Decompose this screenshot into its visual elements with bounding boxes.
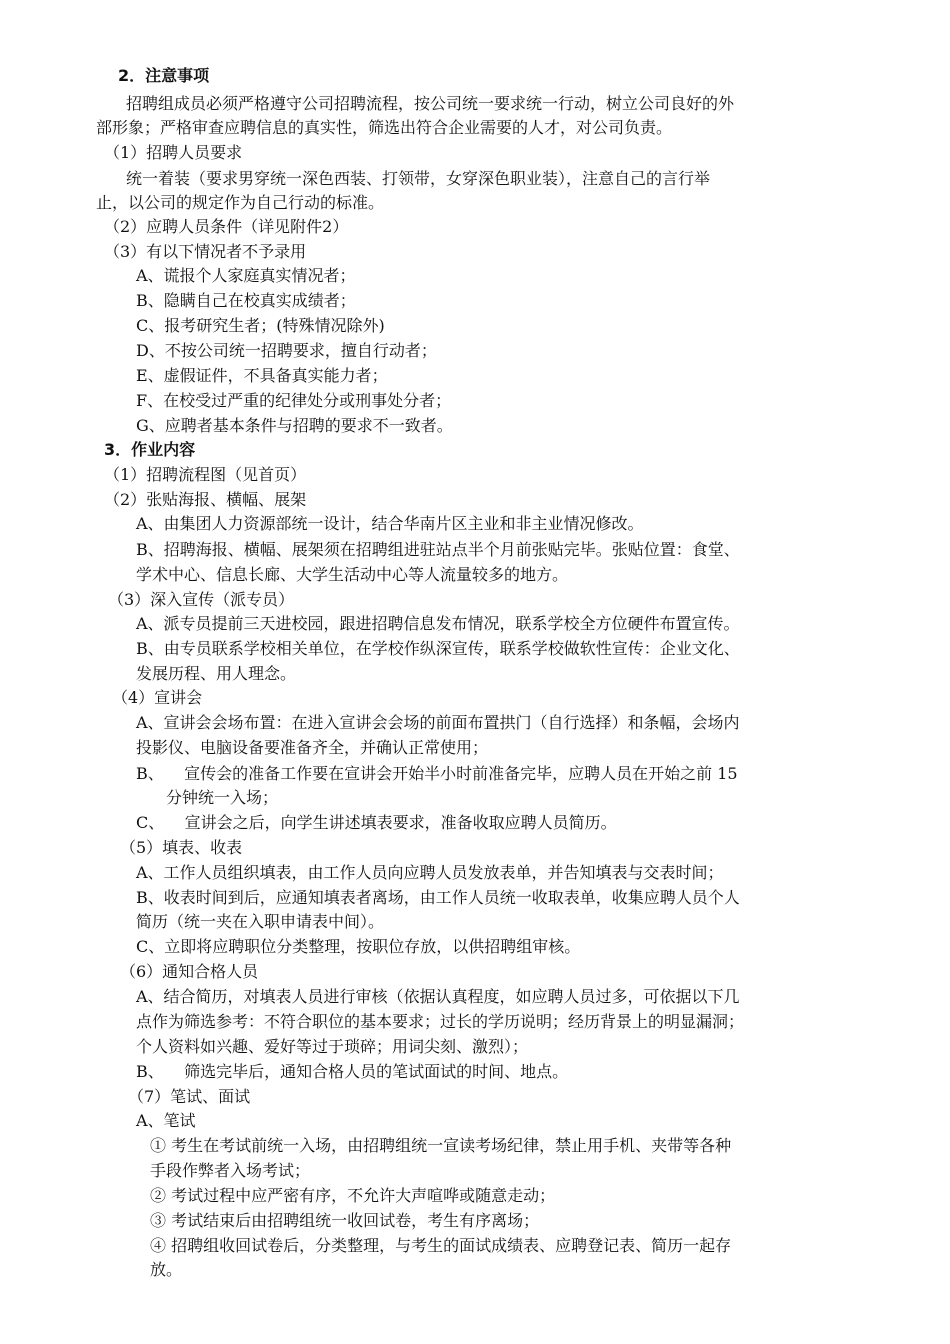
subheading: （7）笔试、面试 <box>128 1087 251 1106</box>
subheading: （3）深入宣传（派专员） <box>108 590 295 609</box>
list-item: B、隐瞒自己在校真实成绩者； <box>136 291 356 310</box>
list-item: D、不按公司统一招聘要求，擅自行动者； <box>136 341 437 360</box>
list-item: 发展历程、用人理念。 <box>136 664 297 683</box>
list-item: A、宣讲会会场布置：在进入宣讲会会场的前面布置拱门（自行选择）和条幅，会场内 <box>136 713 740 732</box>
list-item: A、由集团人力资源部统一设计，结合华南片区主业和非主业情况修改。 <box>136 514 644 533</box>
list-item: ④ 招聘组收回试卷后，分类整理，与考生的面试成绩表、应聘登记表、简历一起存 <box>150 1236 732 1255</box>
paragraph-line: 招聘组成员必须严格遵守公司招聘流程，按公司统一要求统一行动，树立公司良好的外 <box>126 94 735 113</box>
list-item: F、在校受过严重的纪律处分或刑事处分者； <box>136 391 452 410</box>
list-item: 学术中心、信息长廊、大学生活动中心等人流量较多的地方。 <box>136 565 569 584</box>
subheading: （3）有以下情况者不予录用 <box>104 242 307 261</box>
list-item: 投影仪、电脑设备要准备齐全，并确认正常使用； <box>136 738 489 757</box>
subheading: （5）填表、收表 <box>120 838 243 857</box>
list-item: ① 考生在考试前统一入场，由招聘组统一宣读考场纪律，禁止用手机、夹带等各种 <box>150 1136 732 1155</box>
section-heading-content: 3．作业内容 <box>104 440 196 459</box>
paragraph-line: 部形象；严格审查应聘信息的真实性，筛选出符合企业需要的人才，对公司负责。 <box>96 118 673 137</box>
subheading: （6）通知合格人员 <box>120 962 259 981</box>
list-item: B、 筛选完毕后，通知合格人员的笔试面试的时间、地点。 <box>136 1062 569 1081</box>
list-item: B、收表时间到后，应通知填表者离场，由工作人员统一收取表单，收集应聘人员个人 <box>136 888 740 907</box>
list-item: 分钟统一入场； <box>166 788 279 807</box>
list-item: A、派专员提前三天进校园，跟进招聘信息发布情况，联系学校全方位硬件布置宣传。 <box>136 614 740 633</box>
list-item: B、由专员联系学校相关单位，在学校作纵深宣传，联系学校做软性宣传：企业文化、 <box>136 639 740 658</box>
list-item: A、工作人员组织填表，由工作人员向应聘人员发放表单，并告知填表与交表时间； <box>136 863 724 882</box>
list-item: B、 宣传会的准备工作要在宣讲会开始半小时前准备完毕，应聘人员在开始之前 15 <box>136 764 738 783</box>
list-item: 手段作弊者入场考试； <box>150 1161 311 1180</box>
list-item: E、虚假证件，不具备真实能力者； <box>136 366 388 385</box>
list-item: 简历（统一夹在入职申请表中间）。 <box>136 912 385 931</box>
list-item: A、结合简历，对填表人员进行审核（依据认真程度，如应聘人员过多，可依据以下几 <box>136 987 740 1006</box>
list-item: G、应聘者基本条件与招聘的要求不一致者。 <box>136 416 453 435</box>
list-item: ③ 考试结束后由招聘组统一收回试卷，考生有序离场； <box>150 1211 540 1230</box>
list-item: C、 宣讲会之后，向学生讲述填表要求，准备收取应聘人员简历。 <box>136 813 617 832</box>
section-heading-notes: 2．注意事项 <box>118 66 210 85</box>
subheading: （1）招聘流程图（见首页） <box>104 465 307 484</box>
subheading: （4）宣讲会 <box>112 688 203 707</box>
list-item: C、报考研究生者；(特殊情况除外) <box>136 316 385 335</box>
list-item: C、立即将应聘职位分类整理，按职位存放，以供招聘组审核。 <box>136 937 581 956</box>
list-item: B、招聘海报、横幅、展架须在招聘组进驻站点半个月前张贴完毕。张贴位置：食堂、 <box>136 540 740 559</box>
subheading: （2）张贴海报、横幅、展架 <box>104 490 307 509</box>
subheading: （2）应聘人员条件（详见附件2） <box>104 217 349 236</box>
subheading: （1）招聘人员要求 <box>104 143 243 162</box>
paragraph-line: 统一着装（要求男穿统一深色西装、打领带，女穿深色职业装），注意自己的言行举 <box>126 169 711 188</box>
list-item: A、谎报个人家庭真实情况者； <box>136 266 356 285</box>
subheading: A、笔试 <box>136 1111 196 1130</box>
list-item: ② 考试过程中应严密有序，不允许大声喧哗或随意走动； <box>150 1186 556 1205</box>
paragraph-line: 止，以公司的规定作为自己行动的标准。 <box>96 193 385 212</box>
list-item: 点作为筛选参考：不符合职位的基本要求；过长的学历说明；经历背景上的明显漏洞； <box>136 1012 745 1031</box>
list-item: 放。 <box>150 1260 183 1279</box>
list-item: 个人资料如兴趣、爱好等过于琐碎；用词尖刻、激烈）； <box>136 1037 529 1056</box>
